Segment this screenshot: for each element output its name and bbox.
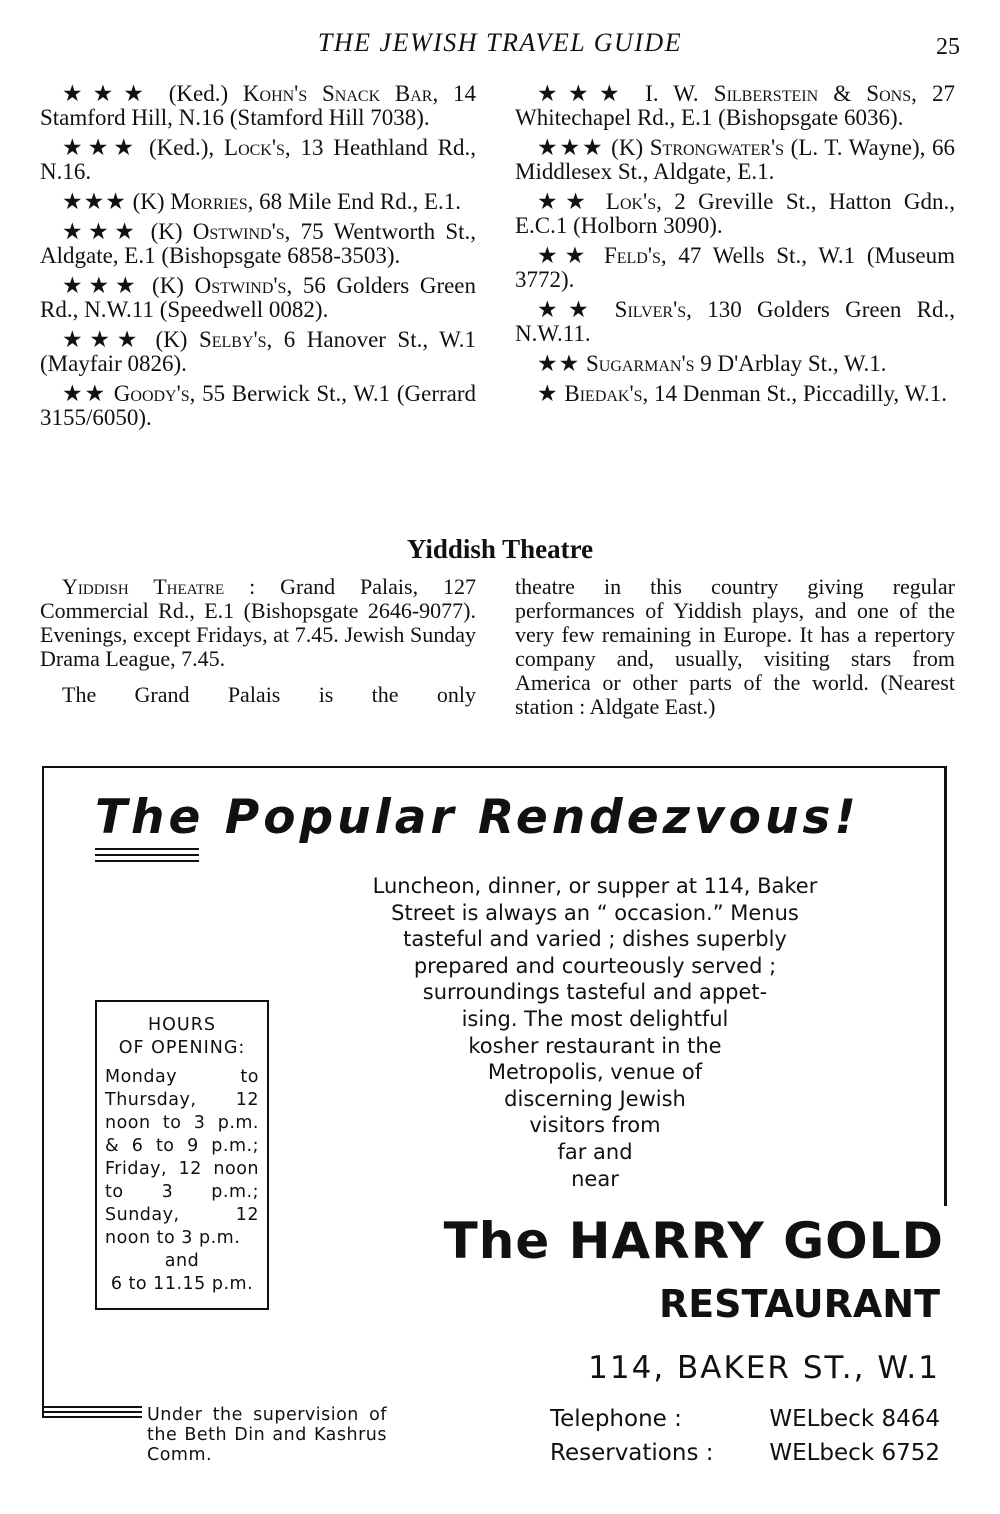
supervision-note: Under the supervision of the Beth Din and Kashrus Comm. <box>147 1405 387 1465</box>
restaurant-type: RESTAURANT <box>658 1282 940 1326</box>
rating-stars: ★★★ <box>62 135 140 160</box>
advert-body-line: Street is always an “ occasion.” Menus <box>391 900 799 925</box>
listing-name: Feld's, <box>603 243 667 268</box>
hours-text <box>105 1066 259 1296</box>
reservations-number: WELbeck 6752 <box>769 1440 940 1466</box>
rating-stars: ★ <box>537 381 559 406</box>
rating-stars: ★★★ <box>62 273 142 298</box>
listing-name: Selby's, <box>198 327 273 352</box>
listing-detail: 27 Whitechapel Rd., E.1 (Bishopsgate 6036). <box>515 81 955 130</box>
listing-entry <box>515 382 955 406</box>
listing-name: Strongwater's <box>649 135 785 160</box>
hours-subtitle: OF OPENING: <box>118 1038 246 1058</box>
rating-stars: ★★★ <box>62 327 145 352</box>
rating-stars: ★★★ <box>62 81 154 106</box>
rating-stars: ★★★ <box>537 135 605 160</box>
listing-prefix: (Ked.), <box>149 135 215 160</box>
listing-name: Ostwind's, <box>194 273 293 298</box>
advert-body-line: visitors from <box>529 1113 661 1138</box>
theatre-left-column <box>40 575 476 719</box>
listing-entry <box>40 328 476 376</box>
advert-headline: The Popular Rendezvous! <box>95 790 860 845</box>
listing-name: Goody's, <box>113 381 196 406</box>
listing-prefix: (K) <box>155 327 188 352</box>
hours-schedule: Monday to Thursday, 12 noon to 3 p.m. & 6 to 9 p.m.; Friday, 12 noon to 3 p.m.; Sunday, 12 noon to 3 p.m. <box>105 1067 259 1248</box>
listing-name: Kohn's Snack Bar, <box>242 81 439 106</box>
advert-body-line: ising. The most delightful <box>461 1006 729 1031</box>
opening-hours-box <box>95 1000 269 1310</box>
rating-stars: ★★ <box>537 189 594 214</box>
reservations-label: Reservations : <box>550 1440 714 1466</box>
listing-detail: 9 D'Arblay St., W.1. <box>700 351 887 376</box>
listing-entry <box>515 298 955 346</box>
listing-name: I. W. Silberstein & Sons, <box>645 81 917 106</box>
advert-body-line: tasteful and varied ; dishes superbly <box>403 927 787 952</box>
listing-name: Lok's, <box>605 189 662 214</box>
listing-prefix: (Ked.) <box>168 81 229 106</box>
page-number: 25 <box>936 34 960 60</box>
listing-name: Sugarman's <box>586 351 695 376</box>
listing-entry <box>40 82 476 130</box>
hours-title: HOURS <box>147 1015 216 1035</box>
listing-entry <box>40 190 476 214</box>
hours-and: and <box>164 1251 200 1271</box>
listings-right-column <box>515 82 955 412</box>
listing-detail: 13 Heathland Rd., N.16. <box>40 135 477 184</box>
listing-detail: 2 Greville St., Hatton Gdn., E.C.1 (Holborn 3090). <box>515 189 956 238</box>
listing-entry <box>515 352 955 376</box>
advert-body <box>290 873 900 1192</box>
listing-name: Silver's, <box>614 297 692 322</box>
advert-body-line: far and <box>557 1139 633 1164</box>
rating-stars: ★★ <box>537 243 593 268</box>
listing-detail: 56 Golders Green Rd., N.W.11 (Speedwell 0082). <box>40 273 477 322</box>
listing-entry <box>515 244 955 292</box>
advert-body-line: Metropolis, venue of <box>487 1060 703 1085</box>
listing-prefix: (K) <box>152 273 184 298</box>
advert-body-line: surroundings tasteful and appet- <box>422 980 768 1005</box>
advert-rule-bars <box>42 1406 142 1421</box>
telephone-number: WELbeck 8464 <box>769 1406 940 1432</box>
theatre-name: Yiddish Theatre <box>62 574 225 599</box>
advert-body-line: discerning Jewish <box>504 1086 686 1111</box>
section-heading: Yiddish Theatre <box>406 534 594 564</box>
listing-name: Lock's, <box>224 135 291 160</box>
headline-underline <box>95 848 199 866</box>
listing-name: Biedak's, <box>564 381 649 406</box>
listing-detail: 75 Wentworth St., Aldgate, E.1 (Bishopsgate 6858-3503). <box>40 219 477 268</box>
listing-name: Ostwind's, <box>192 219 291 244</box>
listing-name: Morries, <box>170 189 254 214</box>
telephone-label: Telephone : <box>550 1406 682 1432</box>
restaurant-name: The HARRY GOLD <box>443 1212 944 1270</box>
listings-left-column <box>40 82 476 436</box>
listing-detail: 130 Golders Green Rd., N.W.11. <box>515 297 955 346</box>
listing-entry <box>515 190 955 238</box>
theatre-intro-text: : Grand Palais, 127 Commercial Rd., E.1 (Bishopsgate 2646-9077). Evenings, except Fridays, at 7.45. Jewish Sunday Drama League, 7.45. <box>40 574 476 671</box>
advert-body-line: Luncheon, dinner, or supper at 114, Baker <box>372 874 818 898</box>
rating-stars: ★★ <box>537 297 600 322</box>
advert-body-line: prepared and courteously served ; <box>413 953 777 978</box>
rating-stars: ★★ <box>537 351 581 376</box>
listing-prefix: (K) <box>611 135 644 160</box>
theatre-paragraph-start: The Grand Palais is the only <box>62 682 476 707</box>
rating-stars: ★★★ <box>62 189 127 214</box>
running-header: THE JEWISH TRAVEL GUIDE <box>317 28 683 57</box>
advert-body-line: kosher restaurant in the <box>468 1033 722 1058</box>
listing-entry <box>40 220 476 268</box>
listing-detail: 14 Stamford Hill, N.16 (Stamford Hill 7038). <box>40 81 477 130</box>
listing-detail: 14 Denman St., Piccadilly, W.1. <box>654 381 948 406</box>
rating-stars: ★★ <box>62 381 108 406</box>
listing-prefix: (K) <box>150 219 183 244</box>
advert-frame-tail <box>42 1205 44 1417</box>
listing-entry <box>515 82 955 130</box>
listing-entry <box>40 274 476 322</box>
listing-detail: 6 Hanover St., W.1 (Mayfair 0826). <box>40 327 477 376</box>
rating-stars: ★★★ <box>537 81 631 106</box>
advert-body-line: near <box>571 1166 619 1191</box>
rating-stars: ★★★ <box>62 219 141 244</box>
listing-prefix: (K) <box>132 189 165 214</box>
listing-detail: (L. T. Wayne), 66 Middlesex St., Aldgate, E.1. <box>515 135 956 184</box>
theatre-intro-paragraph <box>40 575 476 671</box>
listing-entry <box>40 382 476 430</box>
listing-detail: 47 Wells St., W.1 (Museum 3772). <box>515 243 956 292</box>
listing-detail: 68 Mile End Rd., E.1. <box>259 189 462 214</box>
restaurant-address: 114, BAKER ST., W.1 <box>588 1350 940 1386</box>
listing-entry <box>515 136 955 184</box>
listing-entry <box>40 136 476 184</box>
theatre-paragraph-continued: theatre in this country giving regular performances of Yiddish plays, and one of the very few remaining in Europe. It has a repertory company and, usually, visiting stars from America or other parts of the world. (Nearest station : Aldgate East.) <box>515 574 955 719</box>
hours-last: 6 to 11.15 p.m. <box>110 1274 254 1294</box>
listing-detail: 55 Berwick St., W.1 (Gerrard 3155/6050). <box>40 381 476 430</box>
